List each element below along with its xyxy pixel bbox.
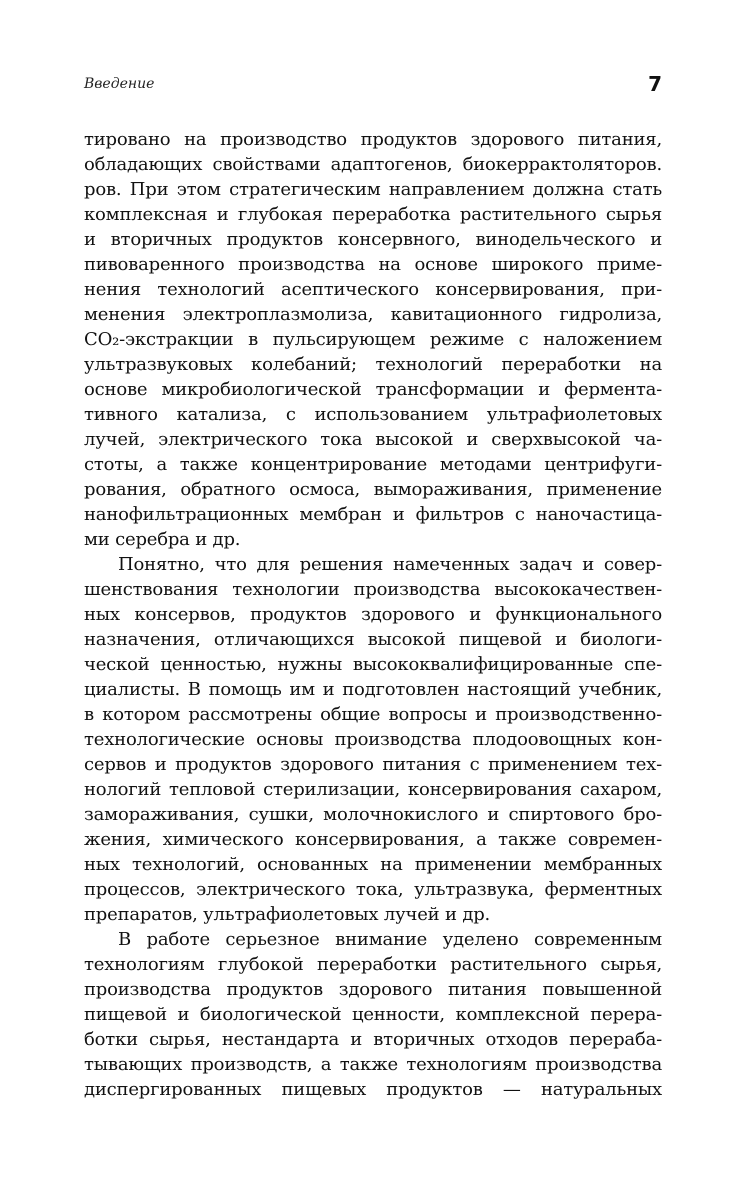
text-line: ческой ценностью, нужны высококвалифицированные спе- [84, 654, 662, 675]
text-line: в котором рассмотрены общие вопросы и производственно- [84, 704, 662, 725]
text-line: ботки сырья, нестандарта и вторичных отходов перераба- [84, 1029, 662, 1050]
text-line: ных технологий, основанных на применении мембранных [84, 854, 662, 875]
text-line: ров. При этом стратегическим направлением должна стать [84, 179, 662, 200]
text-line: пивоваренного производства на основе широкого приме- [84, 254, 662, 275]
text-line: тывающих производств, а также технологиям производства [84, 1054, 662, 1075]
text-line: диспергированных пищевых продуктов — натуральных [84, 1079, 662, 1100]
text-line: технологиям глубокой переработки растительного сырья, [84, 954, 662, 975]
text-line: производства продуктов здорового питания повышенной [84, 979, 662, 1000]
text-line: замораживания, сушки, молочнокислого и спиртового бро- [84, 804, 662, 825]
text-line: нологий тепловой стерилизации, консервирования сахаром, [84, 779, 662, 800]
text-line: жения, химического консервирования, а также современ- [84, 829, 662, 850]
text-line: препаратов, ультрафиолетовых лучей и др. [84, 904, 491, 925]
text-line: рования, обратного осмоса, вымораживания, применение [84, 479, 662, 500]
text-line: циалисты. В помощь им и подготовлен настоящий учебник, [84, 679, 662, 700]
text-line: и вторичных продуктов консервного, винодельческого и [84, 229, 662, 250]
text-line: ных консервов, продуктов здорового и функционального [84, 604, 662, 625]
text-line: лучей, электрического тока высокой и сверхвысокой ча- [84, 429, 662, 450]
text-line: тивного катализа, с использованием ультрафиолетовых [84, 404, 662, 425]
text-line: назначения, отличающихся высокой пищевой и биологи- [84, 629, 662, 650]
text-line: обладающих свойствами адаптогенов, биокеррактоляторов. [84, 154, 662, 175]
text-line: комплексная и глубокая переработка растительного сырья [84, 204, 662, 225]
paragraph-3 [84, 927, 662, 1102]
text-line: сервов и продуктов здорового питания с применением тех- [84, 754, 662, 775]
text-line: нанофильтрационных мембран и фильтров с наночастица- [84, 504, 662, 525]
running-head: Введение [84, 76, 155, 92]
text-line: пищевой и биологической ценности, комплексной перера- [84, 1004, 662, 1025]
page-header [84, 74, 662, 96]
text-line: менения электроплазмолиза, кавитационного гидролиза, [84, 304, 662, 325]
text-line: процессов, электрического тока, ультразвука, ферментных [84, 879, 662, 900]
text-line: основе микробиологической трансформации и фермента- [84, 379, 662, 400]
text-line: CO₂-экстракции в пульсирующем режиме с наложением [84, 329, 662, 350]
text-line: В работе серьезное внимание уделено современным [118, 929, 662, 950]
paragraph-1 [84, 127, 662, 552]
paragraph-2 [84, 552, 662, 927]
page-number: 7 [648, 72, 662, 96]
text-line: стоты, а также концентрирование методами центрифуги- [84, 454, 662, 475]
text-line: шенствования технологии производства высококачествен- [84, 579, 662, 600]
text-line: ультразвуковых колебаний; технологий переработки на [84, 354, 662, 375]
text-line: технологические основы производства плодоовощных кон- [84, 729, 662, 750]
text-line: ми серебра и др. [84, 529, 241, 550]
text-line: Понятно, что для решения намеченных задач и совер- [118, 554, 662, 575]
text-line: нения технологий асептического консервирования, при- [84, 279, 662, 300]
text-line: тировано на производство продуктов здорового питания, [84, 129, 662, 150]
body-text [84, 127, 662, 1102]
